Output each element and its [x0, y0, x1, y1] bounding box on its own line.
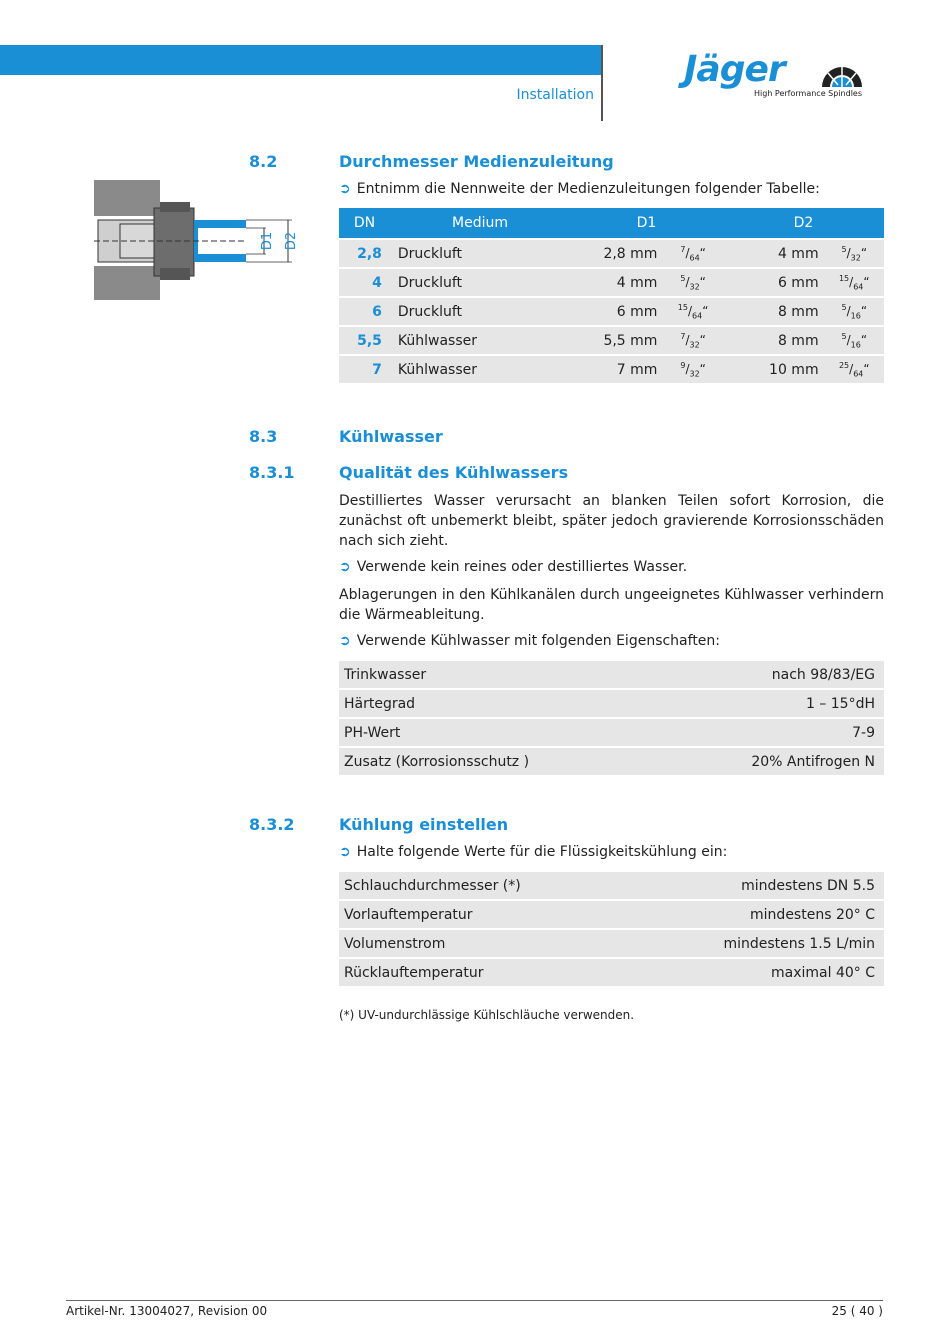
fraction-numerator: 7 — [680, 244, 686, 254]
d1-inch-cell — [663, 325, 722, 354]
dn-cell: 4 — [339, 267, 390, 296]
d2-fraction: $^5/_{16}“$ — [841, 331, 868, 350]
d1-fraction: $^{15}/_{64}“$ — [677, 302, 709, 321]
header-section-title: Installation — [516, 87, 594, 103]
fraction-numerator: 15 — [838, 273, 850, 283]
medium-cell: Druckluft — [390, 296, 570, 325]
property-value: mindestens 1.5 L/min — [628, 928, 884, 957]
property-value: maximal 40° C — [628, 957, 884, 986]
col-d1: D1 — [570, 208, 723, 238]
d2-inch-cell — [825, 296, 884, 325]
footer-page-number: 25 ( 40 ) — [831, 1304, 883, 1318]
instruction-text: Verwende kein reines oder destilliertes Wasser. — [356, 559, 688, 575]
instruction-text: Verwende Kühlwasser mit folgenden Eigenschaften: — [356, 633, 721, 649]
medium-cell: Kühlwasser — [390, 325, 570, 354]
dn-cell: 5,5 — [339, 325, 390, 354]
d2-fraction: $^5/_{32}“$ — [841, 244, 868, 263]
col-dn: DN — [339, 208, 390, 238]
d1-label: D1 — [260, 231, 275, 251]
instruction-text: Entnimm die Nennweite der Medienzuleitungen folgender Tabelle: — [356, 181, 820, 197]
property-value: mindestens DN 5.5 — [628, 870, 884, 899]
fraction-denominator: 16 — [850, 340, 861, 350]
property-name: Schlauchdurchmesser (*) — [339, 870, 628, 899]
property-name: Härtegrad — [339, 688, 660, 717]
d2-mm-cell: 4 mm — [723, 238, 825, 267]
fraction-numerator: 9 — [680, 360, 686, 370]
property-value: 20% Antifrogen N — [660, 746, 884, 775]
table-row — [339, 870, 884, 899]
fraction-denominator: 64 — [692, 311, 703, 321]
fraction-numerator: 5 — [680, 273, 686, 283]
d1-inch-cell — [663, 296, 722, 325]
footer-article-number: Artikel-Nr. 13004027, Revision 00 — [66, 1304, 268, 1318]
d2-fraction: $^5/_{16}“$ — [841, 302, 868, 321]
section-title: Qualität des Kühlwassers — [339, 463, 569, 482]
d1-inch-cell — [663, 354, 722, 383]
fraction-numerator: 7 — [680, 331, 686, 341]
instruction-bullet — [339, 844, 727, 860]
col-medium: Medium — [390, 208, 570, 238]
company-logo — [684, 49, 870, 103]
dn-cell: 2,8 — [339, 238, 390, 267]
medium-cell: Kühlwasser — [390, 354, 570, 383]
d1-inch-cell — [663, 267, 722, 296]
fraction-numerator: 25 — [838, 360, 850, 370]
d2-fraction: $^{15}/_{64}“$ — [838, 273, 870, 292]
section-number: 8.2 — [249, 152, 278, 171]
d2-label: D2 — [284, 231, 299, 251]
d2-inch-cell — [825, 238, 884, 267]
medium-cell: Druckluft — [390, 238, 570, 267]
water-properties-table — [339, 659, 884, 775]
d2-mm-cell: 10 mm — [723, 354, 825, 383]
table-row — [339, 717, 884, 746]
property-name: Vorlauftemperatur — [339, 899, 628, 928]
d2-mm-cell: 6 mm — [723, 267, 825, 296]
table-row — [339, 659, 884, 688]
instruction-bullet — [339, 559, 687, 575]
logo-tagline: High Performance Spindles — [754, 89, 863, 98]
instruction-bullet — [339, 181, 820, 197]
property-value: mindestens 20° C — [628, 899, 884, 928]
fraction-denominator: 32 — [689, 340, 700, 350]
arrow-icon: ➲ — [339, 633, 351, 649]
fraction-denominator: 64 — [853, 369, 864, 379]
d1-mm-cell: 5,5 mm — [570, 325, 663, 354]
fraction-denominator: 16 — [850, 311, 861, 321]
table-row — [339, 267, 884, 296]
table-row — [339, 899, 884, 928]
table-row — [339, 746, 884, 775]
fraction-denominator: 32 — [850, 253, 861, 263]
d2-mm-cell: 8 mm — [723, 296, 825, 325]
footnote: (*) UV-undurchlässige Kühlschläuche verwenden. — [339, 1008, 635, 1022]
table-row — [339, 325, 884, 354]
connection-diagram — [94, 180, 300, 300]
header-bar — [0, 45, 602, 75]
property-name: Volumenstrom — [339, 928, 628, 957]
table-row — [339, 957, 884, 986]
d1-fraction: $^5/_{32}“$ — [680, 273, 706, 292]
fraction-denominator: 32 — [689, 369, 700, 379]
d1-mm-cell: 4 mm — [570, 267, 663, 296]
property-value: nach 98/83/EG — [660, 659, 884, 688]
fraction-numerator: 5 — [841, 302, 847, 312]
fraction-numerator: 5 — [841, 244, 847, 254]
property-name: Trinkwasser — [339, 659, 660, 688]
diameter-table — [339, 208, 884, 383]
property-value: 7-9 — [660, 717, 884, 746]
d2-inch-cell — [825, 354, 884, 383]
fraction-numerator: 5 — [841, 331, 847, 341]
section-number: 8.3.1 — [249, 463, 295, 482]
section-number: 8.3 — [249, 427, 278, 446]
arrow-icon: ➲ — [339, 181, 351, 197]
d2-mm-cell: 8 mm — [723, 325, 825, 354]
instruction-text: Halte folgende Werte für die Flüssigkeitskühlung ein: — [356, 844, 728, 860]
fraction-denominator: 64 — [853, 282, 864, 292]
d1-fraction: $^7/_{64}“$ — [680, 244, 706, 263]
table-row — [339, 928, 884, 957]
header-divider — [601, 45, 603, 121]
cooling-values-table — [339, 870, 884, 986]
paragraph: Destilliertes Wasser verursacht an blanken Teilen sofort Korrosion, die zunächst oft unbemerkt bleibt, später jedoch gravierende Korrosionsschäden nach sich zieht. — [339, 493, 884, 549]
table-row — [339, 688, 884, 717]
dn-cell: 7 — [339, 354, 390, 383]
section-title: Durchmesser Medienzuleitung — [339, 152, 614, 171]
fraction-denominator: 32 — [689, 282, 700, 292]
property-name: PH-Wert — [339, 717, 660, 746]
section-title: Kühlwasser — [339, 427, 443, 446]
fraction-denominator: 64 — [689, 253, 700, 263]
property-name: Zusatz (Korrosionsschutz ) — [339, 746, 660, 775]
arrow-icon: ➲ — [339, 844, 351, 860]
d1-mm-cell: 7 mm — [570, 354, 663, 383]
section-title: Kühlung einstellen — [339, 815, 509, 834]
table-row — [339, 296, 884, 325]
col-d2: D2 — [723, 208, 884, 238]
dn-cell: 6 — [339, 296, 390, 325]
d1-fraction: $^7/_{32}“$ — [680, 331, 706, 350]
d2-fraction: $^{25}/_{64}“$ — [838, 360, 870, 379]
instruction-bullet — [339, 633, 720, 649]
medium-cell: Druckluft — [390, 267, 570, 296]
logo-word: Jäger — [684, 49, 785, 90]
table-row — [339, 238, 884, 267]
d1-fraction: $^9/_{32}“$ — [680, 360, 706, 379]
table-row — [339, 354, 884, 383]
footer-divider — [66, 1300, 883, 1301]
d1-mm-cell: 6 mm — [570, 296, 663, 325]
d1-mm-cell: 2,8 mm — [570, 238, 663, 267]
property-value: 1 – 15°dH — [660, 688, 884, 717]
table-header-row — [339, 208, 884, 238]
logo-arc-icon — [818, 63, 866, 89]
property-name: Rücklauftemperatur — [339, 957, 628, 986]
d2-inch-cell — [825, 325, 884, 354]
paragraph: Ablagerungen in den Kühlkanälen durch ungeeignetes Kühlwasser verhindern die Wärmeableitung. — [339, 587, 884, 623]
arrow-icon: ➲ — [339, 559, 351, 575]
section-number: 8.3.2 — [249, 815, 295, 834]
d2-inch-cell — [825, 267, 884, 296]
fraction-numerator: 15 — [677, 302, 688, 312]
d1-inch-cell — [663, 238, 722, 267]
